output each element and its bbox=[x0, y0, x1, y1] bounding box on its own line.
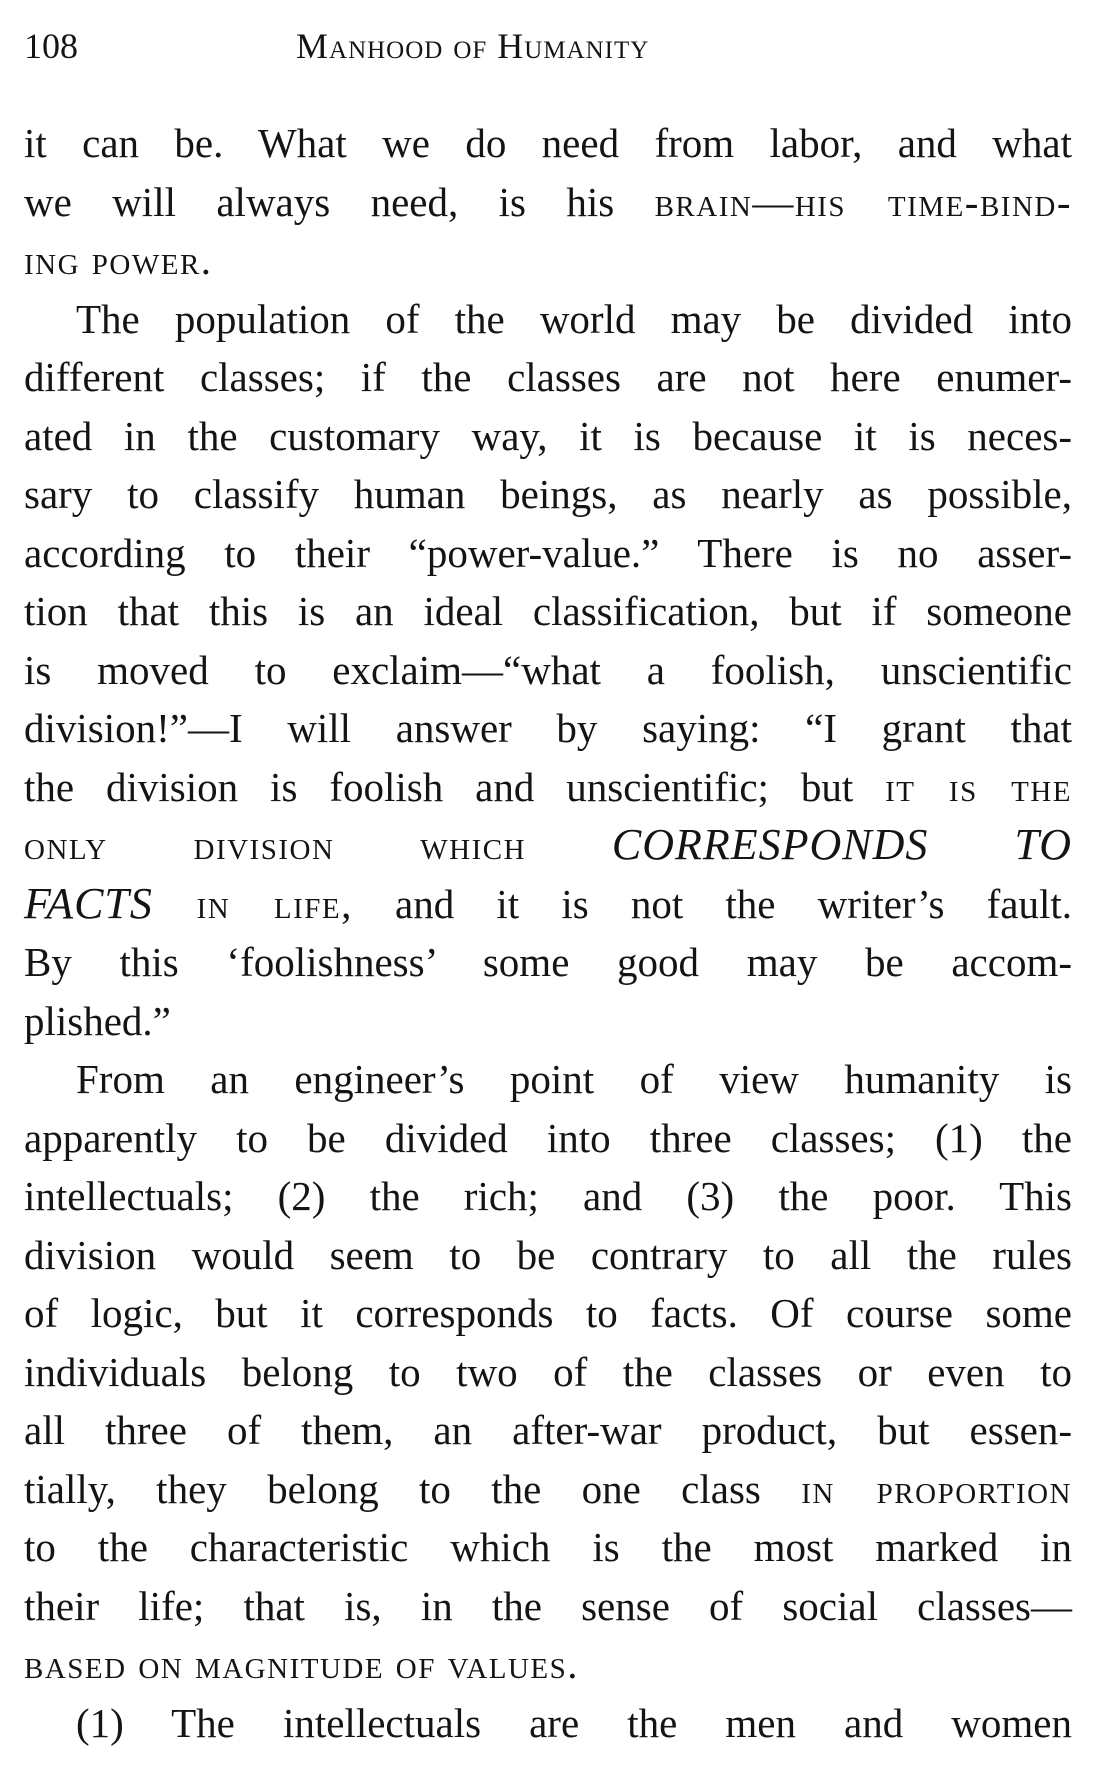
small-caps-run: in life, bbox=[152, 880, 353, 927]
text-line bbox=[24, 1518, 1072, 1577]
text-run: different classes; if the classes are not here enumer- bbox=[24, 354, 1072, 400]
text-run: division!”—I will answer by saying: “I grant that bbox=[24, 705, 1072, 751]
text-line bbox=[24, 465, 1072, 524]
text-line bbox=[24, 582, 1072, 641]
text-run: The population of the world may be divided into bbox=[76, 295, 1072, 342]
text-line bbox=[24, 348, 1072, 407]
text-line bbox=[24, 1635, 1072, 1694]
text-line bbox=[24, 114, 1072, 173]
text-run: division would seem to be contrary to all the rules bbox=[24, 1231, 1072, 1278]
running-head bbox=[24, 14, 1072, 78]
text-line bbox=[24, 1401, 1072, 1460]
book-page bbox=[24, 14, 1072, 1752]
text-line bbox=[24, 1167, 1072, 1226]
text-run: ated in the customary way, it is because it is neces- bbox=[24, 412, 1072, 459]
paragraph-first-line bbox=[24, 290, 1072, 349]
text-line bbox=[24, 641, 1072, 700]
text-line bbox=[24, 992, 1072, 1051]
text-run: tially, they belong to the one class bbox=[24, 1465, 802, 1512]
text-line bbox=[24, 1284, 1072, 1343]
text-run: apparently to be divided into three classes; (1) the bbox=[24, 1114, 1072, 1161]
text-run: to the characteristic which is the most marked in bbox=[24, 1524, 1072, 1570]
text-line bbox=[24, 524, 1072, 583]
text-run: it can be. What we do need from labor, and what bbox=[24, 120, 1072, 166]
text-run: the division is foolish and unscientific; but bbox=[24, 763, 886, 810]
text-line bbox=[24, 173, 1072, 232]
text-line bbox=[24, 1460, 1072, 1519]
text-run: all three of them, an after-war product, but essen- bbox=[24, 1407, 1072, 1453]
small-caps-run: in proportion bbox=[801, 1465, 1072, 1512]
italic-emphasis-run: CORRESPONDS TO bbox=[611, 820, 1072, 869]
running-title: Manhood of Humanity bbox=[296, 26, 650, 66]
text-line bbox=[24, 1109, 1072, 1168]
text-line bbox=[24, 1226, 1072, 1285]
text-run: From an engineer’s point of view humanity is bbox=[76, 1056, 1072, 1102]
text-run: is moved to exclaim—“what a foolish, unscientific bbox=[24, 646, 1072, 693]
page-number: 108 bbox=[24, 26, 78, 66]
text-run: tion that this is an ideal classification, but if someone bbox=[24, 588, 1072, 634]
text-run: of logic, but it corresponds to facts. Of course some bbox=[24, 1290, 1072, 1336]
text-run: according to their “power-value.” There is no asser- bbox=[24, 529, 1072, 576]
text-run: their life; that is, in the sense of social classes— bbox=[24, 1582, 1072, 1629]
text-line bbox=[24, 1577, 1072, 1636]
text-line bbox=[24, 816, 1072, 875]
text-line bbox=[24, 699, 1072, 758]
text-line bbox=[24, 1343, 1072, 1402]
text-line bbox=[24, 231, 1072, 290]
text-run: individuals belong to two of the classes or even to bbox=[24, 1348, 1072, 1395]
text-line bbox=[24, 758, 1072, 817]
small-caps-run: ing power. bbox=[24, 237, 213, 283]
text-line bbox=[24, 407, 1072, 466]
body-text bbox=[24, 114, 1072, 1752]
text-run: intellectuals; (2) the rich; and (3) the poor. This bbox=[24, 1173, 1072, 1219]
text-line bbox=[24, 875, 1072, 934]
small-caps-run: it is the bbox=[885, 763, 1073, 810]
italic-emphasis-run: FACTS bbox=[24, 878, 153, 928]
paragraph-first-line bbox=[24, 1694, 1072, 1753]
text-run: (1) The intellectuals are the men and women bbox=[76, 1699, 1072, 1746]
small-caps-run: brain—his time-bind- bbox=[654, 178, 1072, 225]
paragraph-first-line bbox=[24, 1050, 1072, 1109]
text-run: we will always need, is his bbox=[24, 178, 655, 225]
text-run: and it is not the writer’s fault. bbox=[352, 880, 1072, 927]
small-caps-run: only division which bbox=[24, 822, 612, 868]
text-run: plished.” bbox=[24, 997, 171, 1044]
small-caps-run: based on magnitude of values. bbox=[24, 1641, 580, 1687]
text-run: sary to classify human beings, as nearly as possible, bbox=[24, 471, 1072, 517]
text-line bbox=[24, 933, 1072, 992]
text-run: By this ‘foolishness’ some good may be accom- bbox=[24, 939, 1072, 985]
